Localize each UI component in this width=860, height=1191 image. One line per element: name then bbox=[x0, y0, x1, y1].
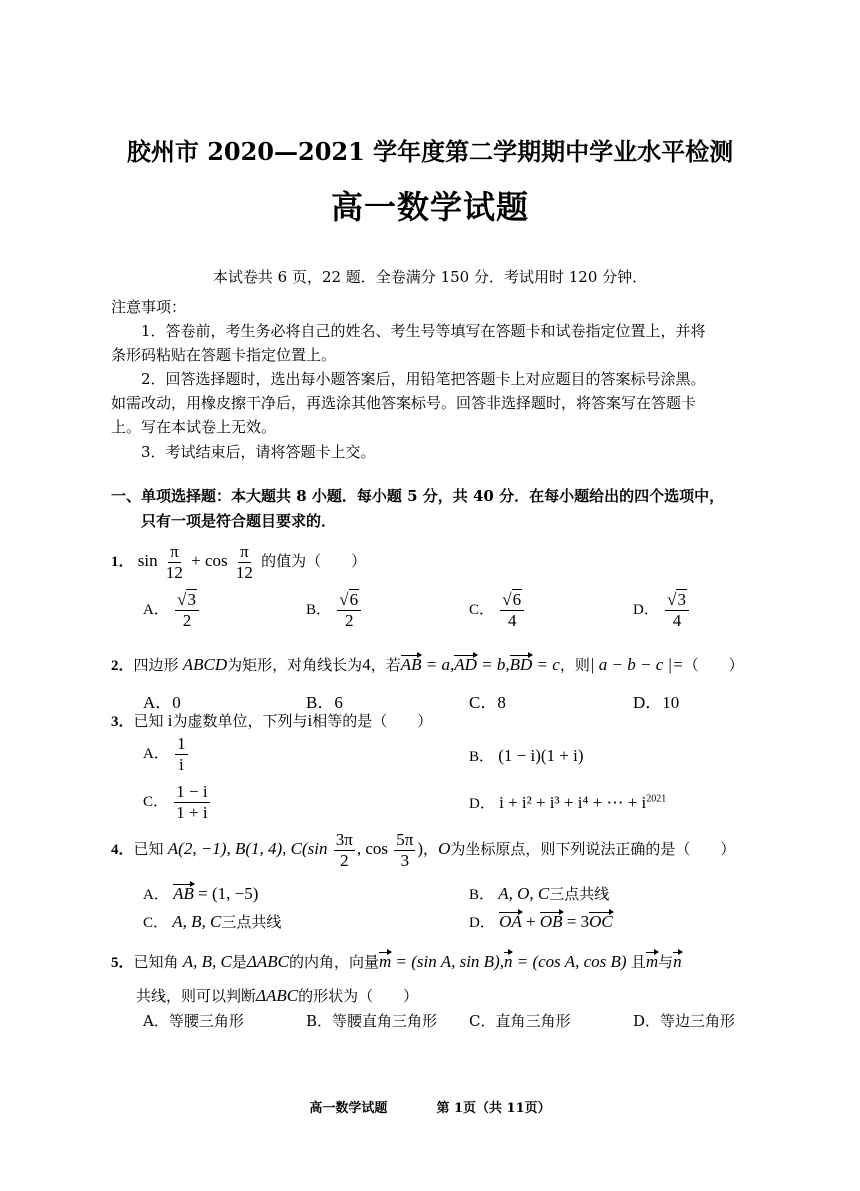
q1-frac-2: $\frac{\pi}{12}$ bbox=[235, 542, 253, 582]
notes-heading: 注意事项： bbox=[111, 298, 187, 316]
vector-ad: AD bbox=[454, 655, 477, 674]
q5-option-a[interactable]: A．等腰三角形 bbox=[143, 1012, 244, 1030]
q1-number: 1． bbox=[111, 553, 134, 570]
note-1b: 条形码粘贴在答题卡指定位置上。 bbox=[111, 346, 337, 364]
note-3: 3．考试结束后，请将答题卡上交。 bbox=[141, 443, 376, 461]
q4-option-a[interactable]: A． AB = (1, −5) bbox=[143, 884, 259, 903]
q5-option-d[interactable]: D．等边三角形 bbox=[633, 1012, 736, 1030]
q1-option-a[interactable]: A． $\frac{√3}{2}$ bbox=[143, 590, 201, 630]
question-3: 3．已知 i为虚数单位，下列与i相等的是（ ） bbox=[111, 711, 433, 730]
vector-bd: BD bbox=[509, 655, 533, 674]
q2-option-b[interactable]: B．6 bbox=[306, 693, 343, 712]
note-2: 2．回答选择题时，选出每小题答案后，用铅笔把答题卡上对应题目的答案标号涂黑。 bbox=[141, 370, 706, 388]
q1-frac-1: $\frac{\pi}{12}$ bbox=[165, 542, 183, 582]
q1-tail: 的值为（ ） bbox=[261, 553, 367, 570]
q3-option-a[interactable]: A． $\frac{1}{i}$ bbox=[143, 734, 186, 774]
question-5-line2: 共线，则可以判断ΔABC的形状为（ ） bbox=[136, 986, 419, 1005]
q2-option-d[interactable]: D．10 bbox=[633, 693, 680, 712]
q5-option-c[interactable]: C．直角三角形 bbox=[469, 1012, 571, 1030]
question-1 bbox=[111, 542, 366, 582]
footer-title: 高一数学试题 bbox=[309, 1101, 388, 1116]
question-5: 5．已知角 A, B, C是ΔABC的内角，向量m = (sin A, sin B),n = (cos A, cos B) 且m与n bbox=[111, 952, 682, 971]
q1-option-c[interactable]: C． $\frac{√6}{4}$ bbox=[469, 590, 526, 630]
question-4: 4．已知 A(2, −1), B(1, 4), C(sin $\frac{3\pi}{2}$ , cos $\frac{5\pi}{3}$ )，O为坐标原点，则下列说法正确的是（ ） bbox=[111, 830, 736, 870]
q4-option-d[interactable]: D． OA + OB = 3OC bbox=[469, 912, 613, 931]
q5-option-b[interactable]: B．等腰直角三角形 bbox=[306, 1012, 438, 1030]
section-heading: 一、单项选择题：本大题共 8 小题．每小题 5 分，共 40 分．在每小题给出的四个选项中， bbox=[111, 487, 725, 505]
q3-option-c[interactable]: C． $\frac{1 - i}{1 + i}$ bbox=[143, 782, 208, 822]
vector-ab: AB bbox=[400, 655, 422, 674]
q1-option-d[interactable]: D． $\frac{√3}{4}$ bbox=[633, 590, 691, 630]
note-2b: 如需改动，用橡皮擦干净后，再选涂其他答案标号。回答非选择题时，将答案写在答题卡 bbox=[111, 394, 697, 412]
question-2: 2．四边形 ABCD为矩形，对角线长为4，若AB = a,AD = b,BD = c，则| a − b − c |=（ ） bbox=[111, 655, 744, 674]
q1-sin: sin bbox=[137, 550, 158, 570]
page-footer bbox=[0, 1097, 860, 1116]
q4-option-b[interactable]: B． A, O, C三点共线 bbox=[469, 884, 610, 903]
q2-option-a[interactable]: A．0 bbox=[143, 693, 181, 712]
note-1: 1．答卷前，考生务必将自己的姓名、考生号等填写在答题卡和试卷指定位置上，并将 bbox=[141, 322, 706, 340]
exam-subtitle: 高一数学试题 bbox=[330, 188, 529, 226]
q2-option-c[interactable]: C．8 bbox=[469, 693, 506, 712]
q4-option-c[interactable]: C． A, B, C三点共线 bbox=[143, 912, 282, 931]
q3-option-d[interactable]: D． i + i² + i³ + i⁴ + ⋯ + $i^{2021}$ bbox=[469, 793, 667, 812]
q1-plus-cos: + cos bbox=[191, 550, 228, 570]
section-heading-2: 只有一项是符合题目要求的． bbox=[141, 512, 337, 530]
exam-title: 胶州市 2020—2021 学年度第二学期期中学业水平检测 bbox=[126, 137, 734, 166]
q1-option-b[interactable]: B． $\frac{√6}{2}$ bbox=[306, 590, 363, 630]
exam-info: 本试卷共 6 页，22 题．全卷满分 150 分．考试用时 120 分钟． bbox=[212, 268, 648, 286]
q3-option-b[interactable]: B． (1 − i)(1 + i) bbox=[469, 746, 584, 765]
footer-page: 第 1页（共 11页） bbox=[436, 1101, 551, 1116]
note-2c: 上。写在本试卷上无效。 bbox=[111, 418, 277, 436]
